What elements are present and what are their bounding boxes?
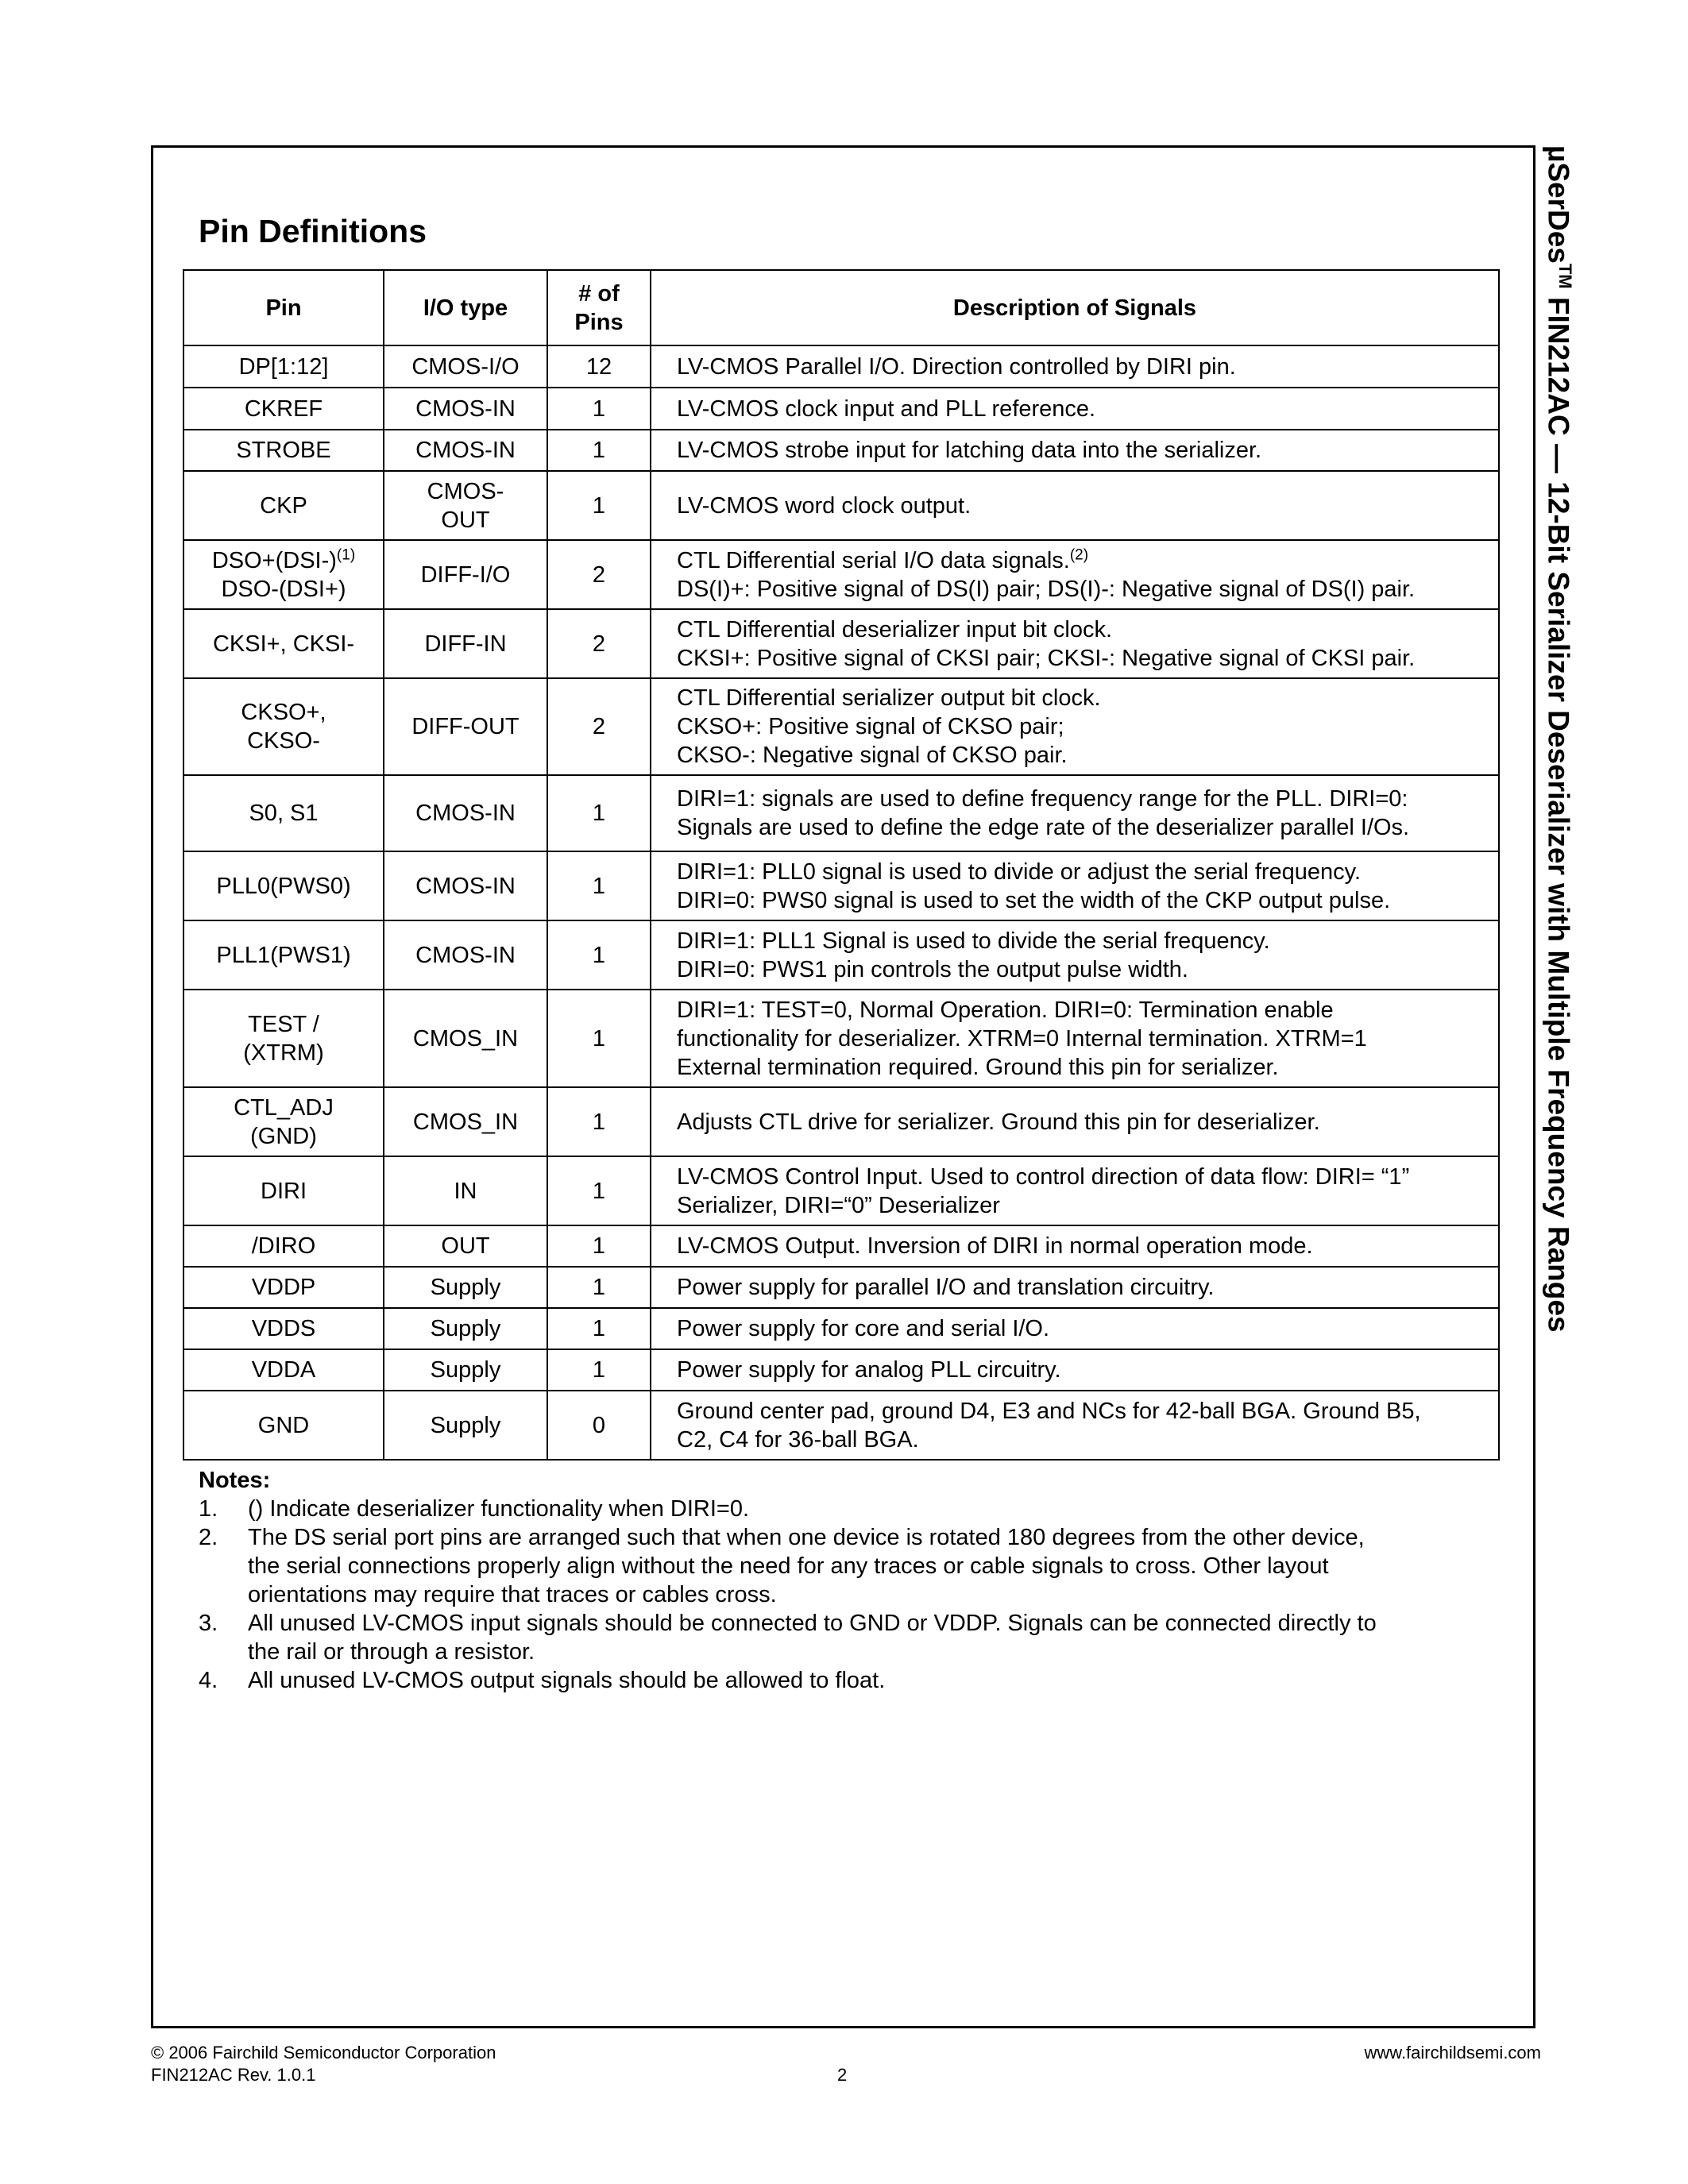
pin-name	[183, 851, 384, 920]
pin-count: 1	[547, 388, 651, 430]
io-type	[384, 430, 547, 471]
signal-description	[651, 471, 1499, 540]
signal-description	[651, 345, 1499, 388]
io-type-line: CMOS-IN	[415, 873, 516, 899]
header-pin: Pin	[183, 270, 384, 345]
pin-count: 1	[547, 1156, 651, 1225]
pin-name	[183, 775, 384, 851]
table-row	[183, 430, 1499, 471]
table-row	[183, 1391, 1499, 1460]
io-type	[384, 920, 547, 990]
io-type-line: DIFF-OUT	[411, 714, 520, 739]
note-text: orientations may require that traces or cables cross.	[248, 1582, 777, 1607]
signal-description	[651, 1087, 1499, 1156]
pin-name-line: DSO-(DSI+)	[221, 576, 346, 602]
io-type	[384, 678, 547, 775]
table-row	[183, 388, 1499, 430]
signal-description-line: DS(I)+: Positive signal of DS(I) pair; DS(I)-: Negative signal of DS(I) pair.	[677, 576, 1416, 602]
io-type-line: OUT	[441, 507, 490, 533]
note-text: the rail or through a resistor.	[248, 1639, 535, 1665]
pin-count: 1	[547, 1087, 651, 1156]
pin-name-line: PLL1(PWS1)	[216, 942, 351, 968]
pin-name	[183, 1267, 384, 1308]
table-row	[183, 1087, 1499, 1156]
io-type	[384, 1087, 547, 1156]
pin-name-line: $DSO+(DSI-)^{(1)}$	[211, 546, 356, 573]
io-type-line: Supply	[430, 1316, 501, 1341]
signal-description-line: Adjusts CTL drive for serializer. Ground this pin for deserializer.	[677, 1109, 1320, 1135]
signal-description	[651, 678, 1499, 775]
signal-description-line: CTL Differential serial I/O data signals.$^{(2)}$	[677, 546, 1089, 573]
pin-name-line: VDDP	[251, 1275, 316, 1300]
io-type-line: CMOS-	[427, 478, 504, 504]
pin-count: 1	[547, 990, 651, 1087]
io-type-line: CMOS-IN	[415, 396, 516, 422]
pin-name	[183, 1156, 384, 1225]
io-type-line: CMOS_IN	[412, 1025, 519, 1051]
table-row	[183, 1225, 1499, 1267]
pin-name-line: (GND)	[250, 1123, 317, 1149]
io-type-line: DIFF-I/O	[420, 561, 511, 588]
io-type	[384, 540, 547, 609]
pin-count: 12	[547, 345, 651, 388]
io-type	[384, 775, 547, 851]
pin-name-line: CKREF	[244, 396, 323, 422]
pin-name	[183, 920, 384, 990]
signal-description	[651, 851, 1499, 920]
pin-name	[183, 1087, 384, 1156]
sidebar-title	[1539, 145, 1595, 1495]
io-type-line: CMOS_IN	[412, 1109, 519, 1135]
note-number: 1.	[199, 1496, 218, 1522]
note-text: All unused LV-CMOS output signals should be allowed to float.	[248, 1668, 886, 1693]
pin-name	[183, 430, 384, 471]
pin-name-line: DIRI	[261, 1178, 307, 1204]
header-io-type: I/O type	[384, 270, 547, 345]
io-type-line: Supply	[430, 1357, 501, 1383]
note-number: 3.	[199, 1611, 218, 1636]
footnote-ref: (1)	[336, 546, 356, 563]
signal-description	[651, 388, 1499, 430]
sidebar-title-text: FIN212AC — 12-Bit Serializer Deserializer with Multiple Frequency Ranges	[1542, 288, 1575, 1333]
footnote-ref: (2)	[1069, 546, 1089, 563]
pin-name-line: CKSO+,	[241, 700, 326, 725]
pin-count: 1	[547, 1225, 651, 1267]
pin-name-line: S0, S1	[249, 801, 319, 826]
pin-name-line: VDDA	[251, 1357, 316, 1383]
signal-description	[651, 1308, 1499, 1349]
signal-description-line: Serializer, DIRI=“0” Deserializer	[677, 1192, 1000, 1218]
header-description: Description of Signals	[651, 270, 1499, 345]
note-text: All unused LV-CMOS input signals should be connected to GND or VDDP. Signals can be connected directly to	[248, 1611, 1377, 1636]
note-item	[199, 1523, 1501, 1609]
io-type	[384, 471, 547, 540]
pin-name	[183, 678, 384, 775]
pin-name-line: (XTRM)	[243, 1040, 324, 1066]
signal-description-line: Power supply for parallel I/O and translation circuitry.	[677, 1275, 1215, 1300]
note-number: 2.	[199, 1525, 218, 1550]
pin-name-line: TEST /	[248, 1011, 319, 1037]
signal-description-line: DIRI=1: signals are used to define frequency range for the PLL. DIRI=0:	[677, 786, 1408, 812]
pin-name-line: GND	[257, 1412, 310, 1438]
pin-name-line: CKP	[260, 492, 307, 519]
pin-name-line: DP[1:12]	[238, 353, 329, 380]
note-number: 4.	[199, 1668, 218, 1693]
io-type	[384, 1156, 547, 1225]
sidebar-product: µSerDes	[1542, 145, 1575, 264]
signal-description-line: Ground center pad, ground D4, E3 and NCs for 42-ball BGA. Ground B5,	[677, 1398, 1421, 1424]
signal-description-line: Signals are used to define the edge rate of the deserializer parallel I/Os.	[677, 815, 1410, 840]
signal-description	[651, 990, 1499, 1087]
header-num-pins: # of Pins	[547, 270, 651, 345]
table-row	[183, 1308, 1499, 1349]
pin-count: 2	[547, 609, 651, 678]
io-type-line: CMOS-IN	[415, 942, 516, 968]
signal-description-line: CKSI+: Positive signal of CKSI pair; CKSI-: Negative signal of CKSI pair.	[677, 645, 1416, 671]
io-type	[384, 1267, 547, 1308]
table-row	[183, 471, 1499, 540]
io-type-line: CMOS-I/O	[411, 353, 520, 380]
pin-name	[183, 1391, 384, 1460]
note-item	[199, 1666, 1501, 1695]
pin-name-line: VDDS	[251, 1316, 316, 1341]
io-type-line: IN	[454, 1178, 477, 1204]
io-type	[384, 990, 547, 1087]
table-row	[183, 345, 1499, 388]
io-type	[384, 851, 547, 920]
note-item	[199, 1609, 1501, 1666]
table-row	[183, 609, 1499, 678]
signal-description-line: CKSO+: Positive signal of CKSO pair;	[677, 714, 1064, 739]
io-type	[384, 1391, 547, 1460]
pin-count: 1	[547, 775, 651, 851]
signal-description	[651, 775, 1499, 851]
signal-description-line: Power supply for core and serial I/O.	[677, 1316, 1050, 1341]
signal-description	[651, 920, 1499, 990]
pin-name	[183, 1308, 384, 1349]
table-row	[183, 678, 1499, 775]
signal-description-line: CTL Differential serializer output bit clock.	[677, 685, 1101, 711]
table-header-row	[183, 270, 1499, 345]
signal-description-line: LV-CMOS Output. Inversion of DIRI in normal operation mode.	[677, 1233, 1313, 1259]
signal-description-line: DIRI=1: TEST=0, Normal Operation. DIRI=0: Termination enable	[677, 997, 1334, 1023]
io-type	[384, 609, 547, 678]
table-row	[183, 920, 1499, 990]
table-row	[183, 1349, 1499, 1391]
signal-description	[651, 1225, 1499, 1267]
pin-count: 1	[547, 430, 651, 471]
signal-description-line: Power supply for analog PLL circuitry.	[677, 1357, 1061, 1383]
trademark-mark: TM	[1555, 263, 1575, 289]
footer-copyright: © 2006 Fairchild Semiconductor Corporation	[151, 2043, 496, 2062]
pin-count: 2	[547, 540, 651, 609]
notes-title: Notes:	[199, 1468, 271, 1493]
pin-definitions-table	[183, 269, 1500, 1461]
signal-description-line: DIRI=0: PWS0 signal is used to set the width of the CKP output pulse.	[677, 887, 1391, 913]
signal-description-line: DIRI=0: PWS1 pin controls the output pulse width.	[677, 956, 1188, 982]
signal-description-line: LV-CMOS clock input and PLL reference.	[677, 396, 1096, 422]
pin-name-line: CKSI+, CKSI-	[212, 631, 355, 657]
table-row	[183, 540, 1499, 609]
pin-name	[183, 609, 384, 678]
pin-count: 1	[547, 1349, 651, 1391]
signal-description-line: DIRI=1: PLL0 signal is used to divide or adjust the serial frequency.	[677, 859, 1362, 885]
io-type-line: OUT	[441, 1233, 490, 1259]
signal-description-line: LV-CMOS Control Input. Used to control direction of data flow: DIRI= “1”	[677, 1163, 1410, 1190]
footer-page-number: 2	[837, 2065, 848, 2085]
signal-description	[651, 609, 1499, 678]
signal-description-line: CTL Differential deserializer input bit clock.	[677, 616, 1113, 642]
io-type-line: CMOS-IN	[415, 801, 516, 826]
io-type	[384, 388, 547, 430]
pin-name	[183, 388, 384, 430]
notes-section	[199, 1466, 1501, 1695]
section-title: Pin Definitions	[199, 213, 427, 249]
pin-count: 1	[547, 920, 651, 990]
table-row	[183, 775, 1499, 851]
pin-name	[183, 540, 384, 609]
signal-description-line: CKSO-: Negative signal of CKSO pair.	[677, 743, 1068, 768]
table-row	[183, 1267, 1499, 1308]
signal-description	[651, 1267, 1499, 1308]
signal-description-line: External termination required. Ground this pin for serializer.	[677, 1054, 1279, 1080]
pin-name-line: STROBE	[236, 438, 331, 463]
io-type	[384, 1225, 547, 1267]
signal-description-line: functionality for deserializer. XTRM=0 Internal termination. XTRM=1	[677, 1025, 1367, 1051]
io-type-line: DIFF-IN	[424, 631, 507, 657]
footer-revision: FIN212AC Rev. 1.0.1	[151, 2065, 316, 2085]
io-type	[384, 345, 547, 388]
io-type-line: Supply	[430, 1275, 501, 1300]
signal-description	[651, 540, 1499, 609]
pin-count: 1	[547, 1267, 651, 1308]
signal-description-line: LV-CMOS strobe input for latching data into the serializer.	[677, 438, 1262, 463]
signal-description	[651, 1156, 1499, 1225]
io-type-line: Supply	[430, 1412, 501, 1438]
signal-description-line: LV-CMOS Parallel I/O. Direction controlled by DIRI pin.	[677, 353, 1236, 380]
table-row	[183, 990, 1499, 1087]
pin-name	[183, 990, 384, 1087]
pin-count: 2	[547, 678, 651, 775]
io-type	[384, 1349, 547, 1391]
pin-count: 1	[547, 851, 651, 920]
pin-count: 1	[547, 1308, 651, 1349]
pin-name-line: CKSO-	[247, 728, 320, 754]
pin-name-line: PLL0(PWS0)	[216, 873, 351, 899]
note-text: the serial connections properly align without the need for any traces or cable signals to cross. Other layout	[248, 1553, 1329, 1579]
signal-description-line: DIRI=1: PLL1 Signal is used to divide the serial frequency.	[677, 928, 1270, 954]
note-item	[199, 1495, 1501, 1523]
signal-description	[651, 1349, 1499, 1391]
pin-name-line: CTL_ADJ	[234, 1094, 334, 1121]
pin-name-line: /DIRO	[251, 1233, 316, 1259]
io-type-line: CMOS-IN	[415, 438, 516, 463]
io-type	[384, 1308, 547, 1349]
signal-description-line: C2, C4 for 36-ball BGA.	[677, 1426, 919, 1453]
pin-count: 0	[547, 1391, 651, 1460]
pin-count: 1	[547, 471, 651, 540]
pin-name	[183, 471, 384, 540]
pin-name	[183, 1349, 384, 1391]
table-row	[183, 1156, 1499, 1225]
table-row	[183, 851, 1499, 920]
signal-description-line: LV-CMOS word clock output.	[677, 492, 971, 519]
note-text: The DS serial port pins are arranged such that when one device is rotated 180 degrees from the other device,	[248, 1525, 1365, 1550]
signal-description	[651, 1391, 1499, 1460]
note-text: () Indicate deserializer functionality when DIRI=0.	[248, 1496, 750, 1522]
pin-name	[183, 345, 384, 388]
footer-website: www.fairchildsemi.com	[1364, 2043, 1541, 2062]
pin-name	[183, 1225, 384, 1267]
signal-description	[651, 430, 1499, 471]
